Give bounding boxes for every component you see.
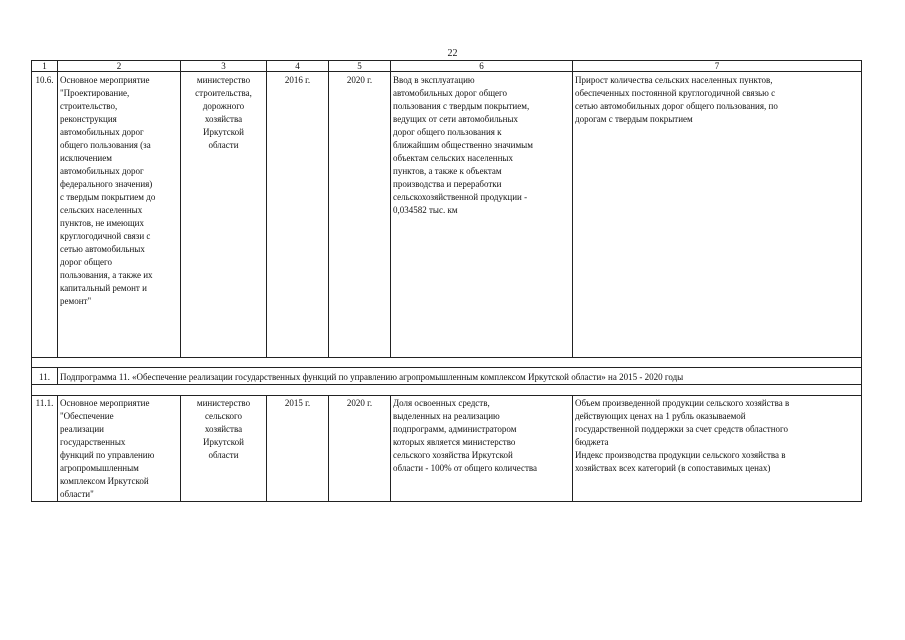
subprogram-title: Подпрограмма 11. «Обеспечение реализации государственных функций по управлению агропромышленным комплексом Иркутской области» на 2015 - 2020 годы [58, 368, 862, 385]
end-year: 2020 г. [329, 72, 391, 358]
subprogram-row-11 [32, 368, 862, 385]
column-header-2: 2 [58, 61, 181, 72]
start-year: 2016 г. [267, 72, 329, 358]
table-row-11-1 [32, 396, 862, 502]
activity-name: Основное мероприятие "Обеспечение реализации государственных функций по управлению агропромышленным комплексом Иркутской области" [58, 396, 181, 502]
row-number: 11.1. [32, 396, 58, 502]
executor: министерство сельского хозяйства Иркутской области [181, 396, 267, 502]
end-year: 2020 г. [329, 396, 391, 502]
table-row-10-6 [32, 72, 862, 358]
target-indicator: Объем произведенной продукции сельского хозяйства в действующих ценах на 1 рубль оказываемой государственной поддержки за счет средств областного бюджета Индекс производства продукции сельского хозяйства в хозяйствах всех категорий (в сопоставимых ценах) [573, 396, 862, 502]
subprogram-number: 11. [32, 368, 58, 385]
executor: министерство строительства, дорожного хозяйства Иркутской области [181, 72, 267, 358]
spacer-row [32, 385, 862, 396]
column-header-6: 6 [391, 61, 573, 72]
program-activities-table [31, 60, 862, 502]
row-number: 10.6. [32, 72, 58, 358]
column-header-7: 7 [573, 61, 862, 72]
column-header-5: 5 [329, 61, 391, 72]
expected-result: Доля освоенных средств, выделенных на реализацию подпрограмм, администратором которых является министерство сельского хозяйства Иркутской области - 100% от общего количества [391, 396, 573, 502]
expected-result: Ввод в эксплуатацию автомобильных дорог общего пользования с твердым покрытием, ведущих от сети автомобильных дорог общего пользования к ближайшим общественно значимым объектам сельских населенных пунктов, а также к объектам производства и переработки сельскохозяйственной продукции - 0,034582 тыс. км [391, 72, 573, 358]
start-year: 2015 г. [267, 396, 329, 502]
column-number-header-row [32, 61, 862, 72]
activity-name: Основное мероприятие "Проектирование, строительство, реконструкция автомобильных дорог общего пользования (за исключением автомобильных дорог федерального значения) с твердым покрытием до сельских населенных пунктов, не имеющих круглогодичной связи с сетью автомобильных дорог общего пользования, а также их капитальный ремонт и ремонт" [58, 72, 181, 358]
spacer-row [32, 358, 862, 368]
column-header-1: 1 [32, 61, 58, 72]
column-header-4: 4 [267, 61, 329, 72]
target-indicator: Прирост количества сельских населенных пунктов, обеспеченных постоянной круглогодичной связью с сетью автомобильных дорог общего пользования, по дорогам с твердым покрытием [573, 72, 862, 358]
page-number: 22 [447, 48, 458, 59]
column-header-3: 3 [181, 61, 267, 72]
